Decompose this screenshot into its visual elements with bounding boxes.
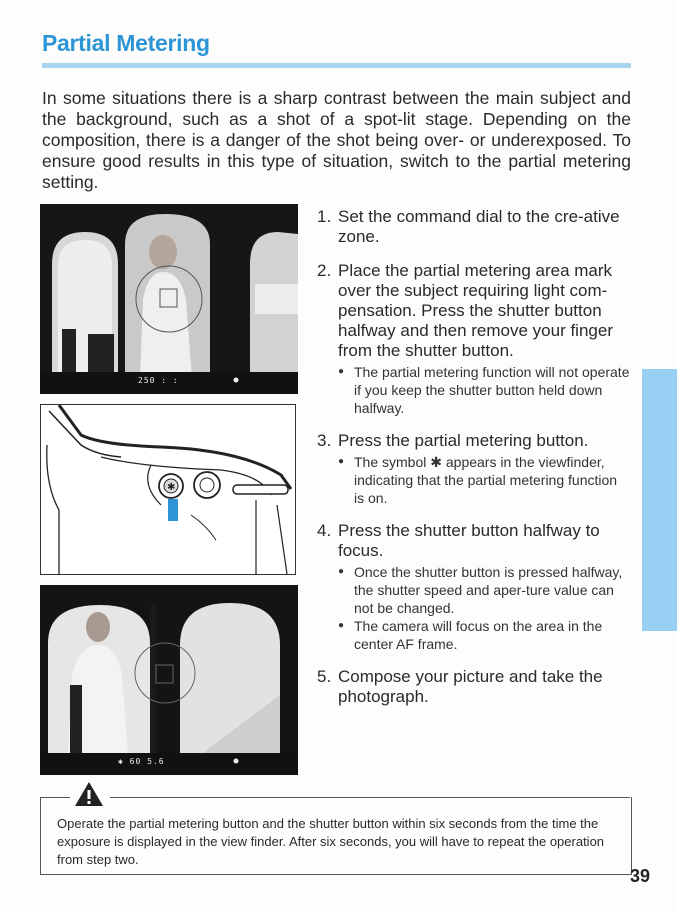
step-number: 2. [317, 261, 332, 280]
step-text: Press the partial metering button. [338, 431, 589, 450]
svg-text:✱: ✱ [167, 482, 176, 493]
section-side-tab [642, 369, 677, 631]
step-5 [317, 667, 630, 707]
intro-paragraph: In some situations there is a sharp contrast between the main subject and the background, such as a shot of a spot-lit stage. Depending on the composition, there is a danger of the shot being over- or underexposed. To ensure good results in this type of situation, switch to the partial metering setting. [42, 88, 631, 192]
step-note: ● The partial metering function will not operate if you keep the shutter button held down halfway. [338, 363, 630, 417]
warning-text: Operate the partial metering button and the shutter button within six seconds from the time the exposure is displayed in the view finder. After six seconds, you will have to repeat the operation from step two. [57, 816, 605, 867]
viewfinder-photo-bottom [40, 585, 298, 775]
step-note: ● The symbol ✱ appears in the viewfinder, indicating that the partial metering function is on. [338, 453, 630, 507]
step-2 [317, 261, 630, 417]
step-1 [317, 207, 630, 247]
step-number: 5. [317, 667, 332, 686]
viewfinder-readout-bottom: ✱ 60 5.6 [118, 757, 165, 766]
page-number: 39 [630, 866, 651, 886]
step-4 [317, 521, 630, 653]
step-note: ● Once the shutter button is pressed halfway, the shutter speed and aper-ture value can not be changed. [338, 563, 630, 617]
step-text: Press the shutter button halfway to focus. [338, 521, 600, 560]
title-rule [42, 63, 631, 68]
page-title: Partial Metering [42, 30, 210, 56]
step-text: Compose your picture and take the photograph. [338, 667, 603, 706]
camera-diagram [40, 404, 296, 575]
step-number: 4. [317, 521, 332, 540]
step-number: 3. [317, 431, 332, 450]
step-3 [317, 431, 630, 507]
step-number: 1. [317, 207, 332, 226]
warning-icon [74, 781, 104, 807]
step-text: Place the partial metering area mark over the subject requiring light com-pensation. Press the shutter button halfway and then remove your finger from the shutter button. [338, 261, 613, 360]
viewfinder-readout-top: 250 : : [138, 376, 179, 385]
viewfinder-photo-top [40, 204, 298, 394]
step-note: ● The camera will focus on the area in the center AF frame. [338, 617, 630, 653]
step-text: Set the command dial to the cre-ative zone. [338, 207, 620, 246]
steps-list [317, 207, 630, 721]
